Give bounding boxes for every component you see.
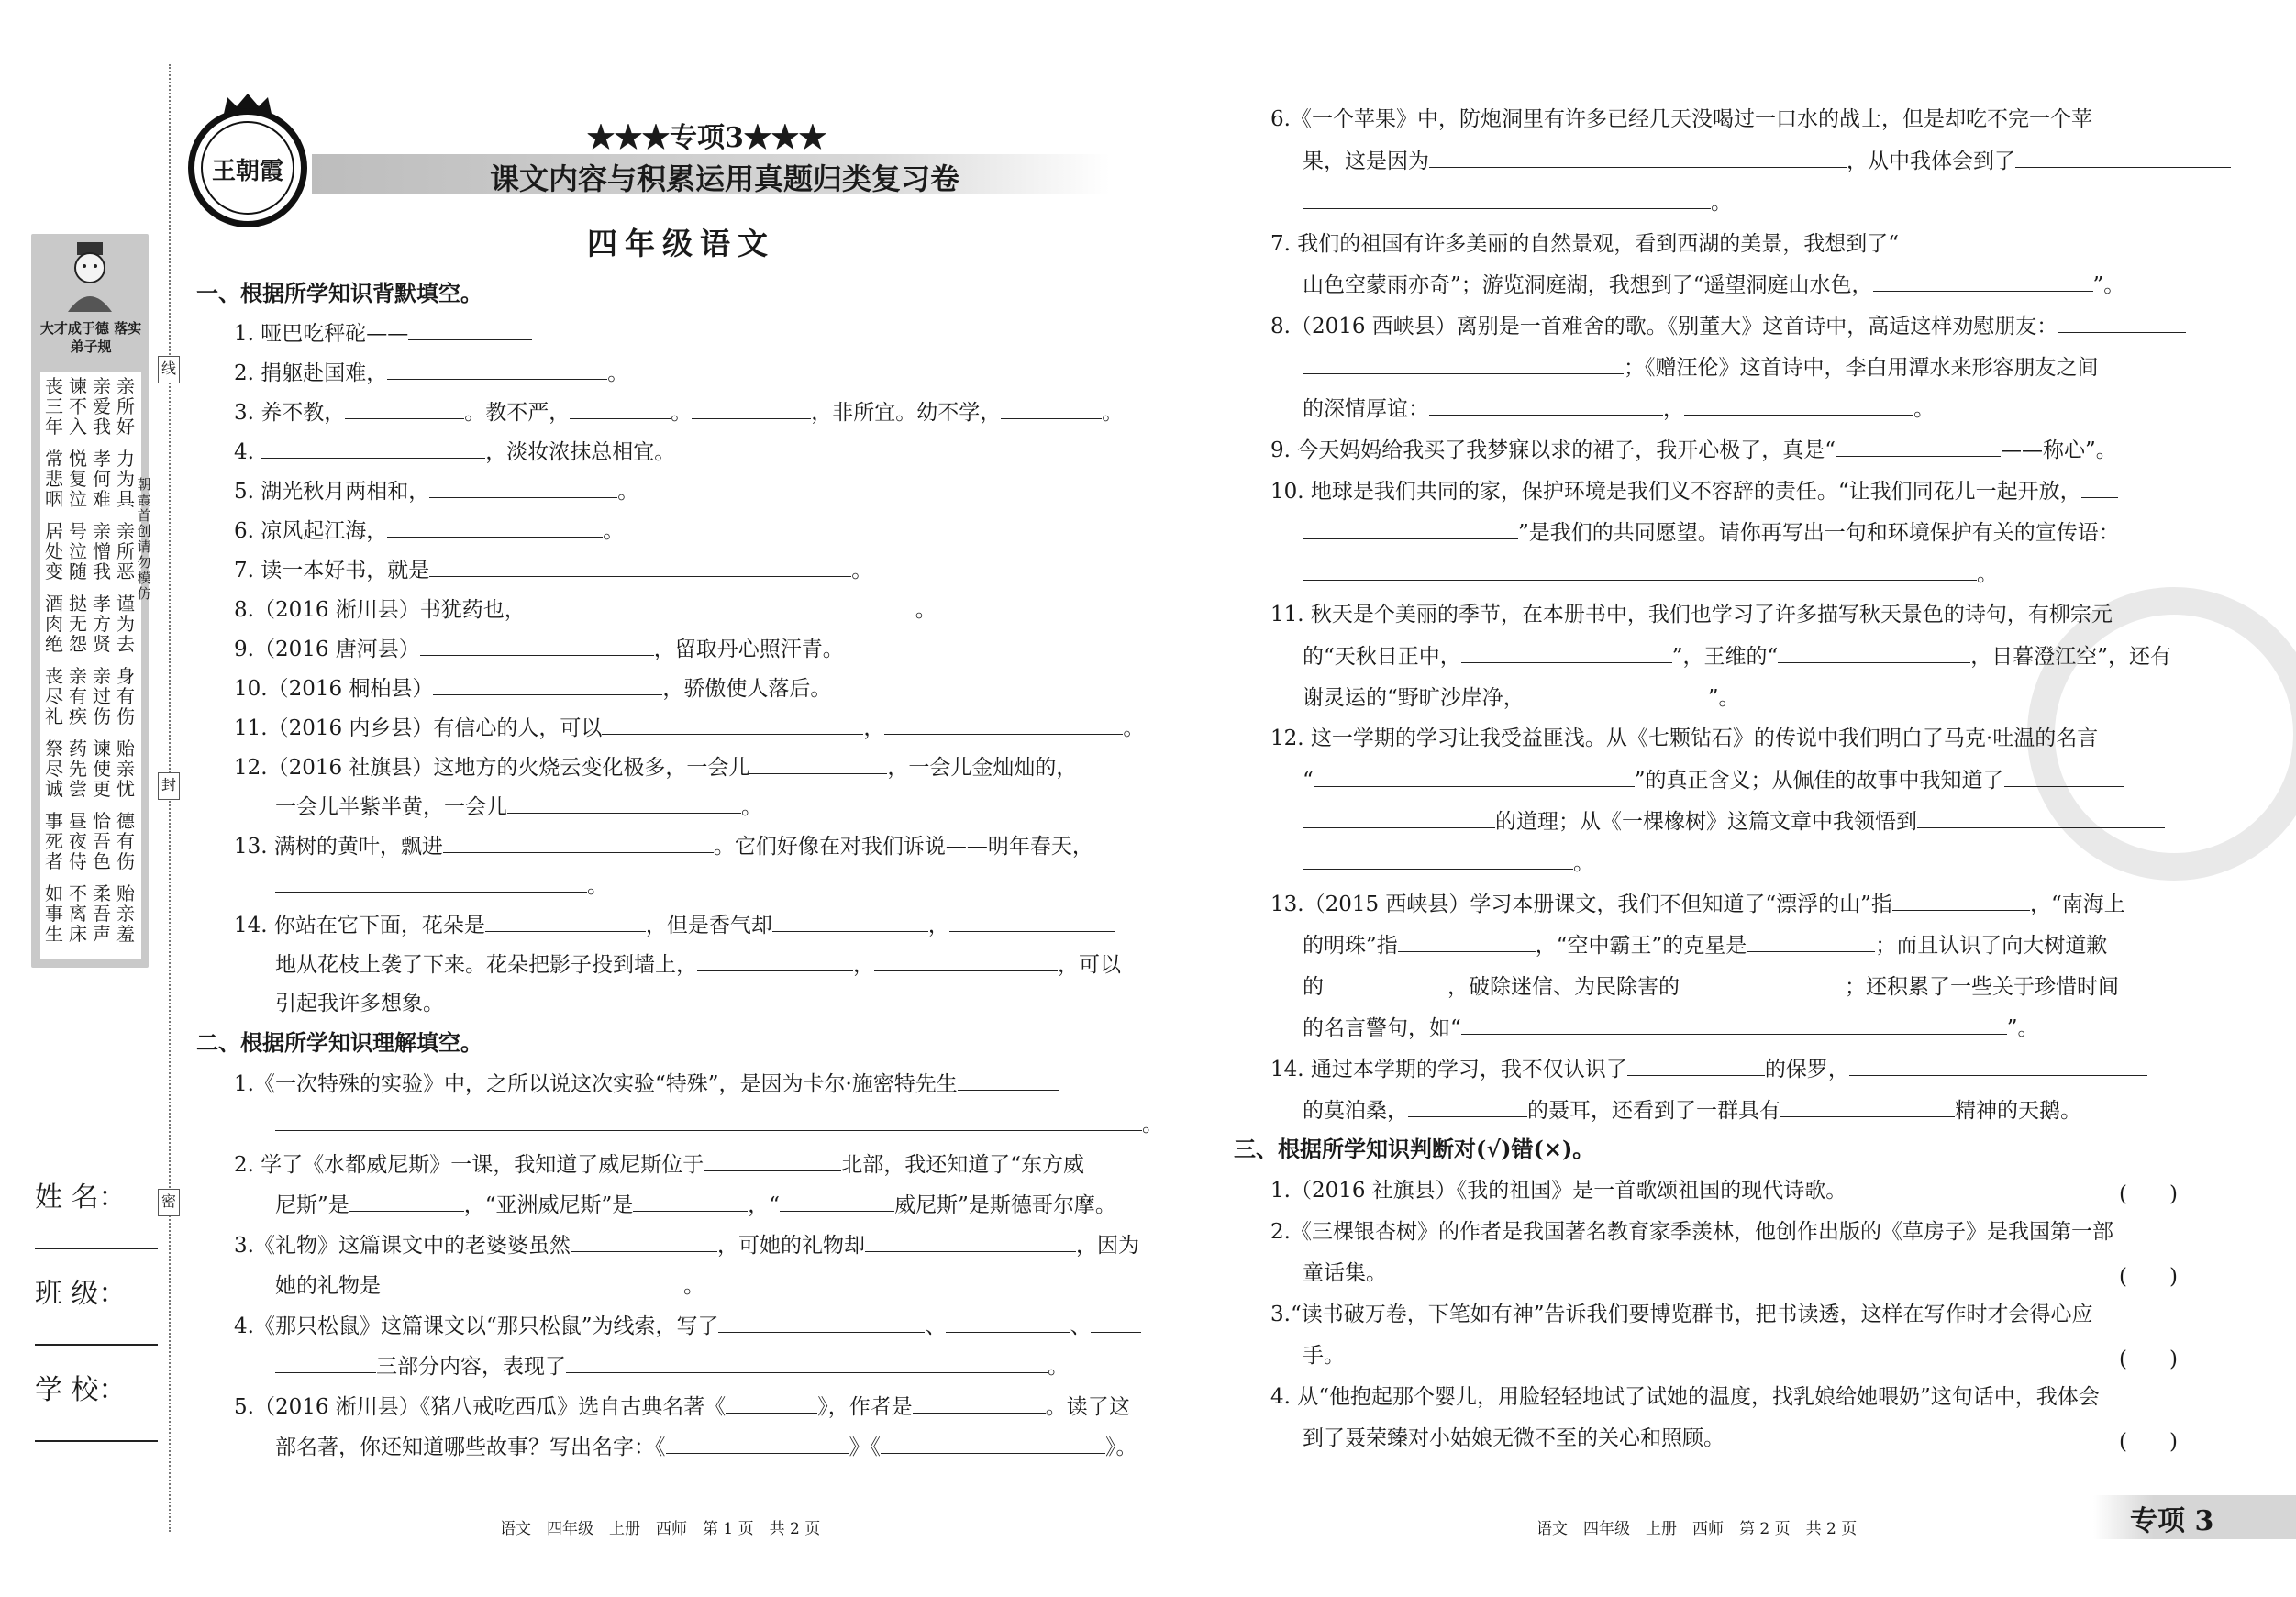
blank[interactable]: [570, 398, 671, 419]
blank[interactable]: [261, 438, 485, 459]
sidebar-verse-column: 亲所好: [116, 375, 135, 438]
blank[interactable]: [874, 950, 1058, 971]
judge-3-cont: 手。: [1303, 1344, 1345, 1368]
blank[interactable]: [433, 674, 662, 695]
blank[interactable]: [1314, 766, 1635, 787]
question-2-6: 6.《一个苹果》中，防炮洞里有许多已经几天没喝过一口水的战士，但是却吃不完一个苹: [1270, 107, 2092, 131]
sidebar-verse-column: 贻亲忧: [116, 738, 135, 800]
question-2-13: 13.（2015 西峡县）学习本册课文，我们不但知道了“漂浮的山”指 ，“南海上: [1270, 890, 2125, 918]
blank[interactable]: [2004, 766, 2124, 787]
answer-paren[interactable]: ( ): [2119, 1430, 2178, 1454]
blank[interactable]: [1303, 518, 1518, 539]
question-2-9: 9. 今天妈妈给我买了我梦寐以求的裙子，我开心极了，真是“ ——称心”。: [1270, 436, 2117, 464]
blank[interactable]: [1917, 807, 2165, 828]
question-2-14: 14. 通过本学期的学习，我不仅认识了 的保罗，: [1270, 1055, 2147, 1083]
blank[interactable]: [1892, 890, 2030, 911]
student-figure-icon: [53, 240, 127, 314]
blank[interactable]: [387, 516, 603, 538]
blank[interactable]: [1461, 642, 1672, 663]
question-2-13-mid: 的 ，破除迷信、为民除害的 ；还积累了一些关于珍惜时间: [1303, 972, 2119, 1001]
page-title: 课文内容与积累运用真题归类复习卷: [489, 161, 959, 196]
sidebar-verse-column: 谨为去: [116, 593, 135, 655]
question-2-4-cont: 三部分内容，表现了 。: [275, 1352, 1069, 1381]
blank[interactable]: [772, 911, 928, 932]
copyright-note: 朝霞首创 请勿模仿: [137, 476, 151, 602]
blank[interactable]: [1849, 1055, 2147, 1076]
question-1-12-cont: 一会儿半紫半黄，一会儿 。: [275, 793, 762, 821]
blank[interactable]: [666, 1433, 849, 1454]
sidebar-verse-column: 谏使更: [93, 738, 111, 800]
blank[interactable]: [408, 319, 532, 340]
question-1-1: 1. 哑巴吃秤砣——: [234, 319, 532, 348]
blank[interactable]: [1899, 229, 2156, 250]
sidebar-verse-column: 身有伤: [116, 665, 135, 727]
blank[interactable]: [726, 1392, 817, 1414]
question-2-5-cont: 部名著，你还知道哪些故事？写出名字：《 》《 》。: [275, 1433, 1137, 1461]
blank[interactable]: [1778, 642, 1970, 663]
section-1-title: 一、根据所学知识背默填空。: [196, 280, 482, 306]
question-2-12-mid: 的道理；从《一棵橡树》这篇文章中我领悟到: [1303, 807, 2165, 836]
question-1-7: 7. 读一本好书，就是 。: [234, 556, 872, 584]
question-2-13-cont: 的明珠”指 ，“空中霸王”的克星是 ；而且认识了向大树道歉: [1303, 931, 2107, 959]
answer-paren[interactable]: ( ): [2119, 1182, 2178, 1206]
sidebar-verse-column: 丧尽礼: [45, 665, 63, 727]
question-1-14-end: 引起我许多想象。: [275, 992, 444, 1015]
question-2-8-end: 的深情厚谊： ， 。: [1303, 394, 1935, 423]
section-2-title: 二、根据所学知识理解填空。: [196, 1029, 482, 1056]
question-2-14-cont: 的莫泊桑， 的聂耳，还看到了一群具有 精神的天鹅。: [1303, 1096, 2081, 1125]
question-1-14-cont: 地从花枝上袭了下来。花朵把影子投到墙上， ， ，可以: [275, 950, 1121, 979]
question-2-6-end: 。: [1303, 188, 1732, 216]
side-mark-seal: 封: [158, 772, 180, 800]
question-1-10: 10.（2016 桐柏县） ，骄傲使人落后。: [234, 674, 831, 703]
question-2-2-cont: 尼斯”是 ，“亚洲威尼斯”是 ，“ 威尼斯”是斯德哥尔摩。: [275, 1191, 1116, 1219]
sidebar-verse-column: 德有伤: [116, 810, 135, 872]
blank[interactable]: [275, 1110, 1142, 1131]
blank[interactable]: [692, 398, 811, 419]
judge-2-cont: 童话集。: [1303, 1261, 1387, 1285]
class-label: 班 级：: [35, 1278, 127, 1310]
sidebar-verse-column: 丧三年: [45, 375, 63, 438]
blank[interactable]: [429, 556, 851, 577]
sidebar-verse-column: 祭尽诚: [45, 738, 63, 800]
blank[interactable]: [1429, 147, 1847, 168]
blank[interactable]: [429, 477, 617, 498]
blank[interactable]: [633, 1191, 748, 1212]
blank[interactable]: [1408, 1096, 1527, 1117]
question-1-8: 8.（2016 淅川县）书犹药也， 。: [234, 595, 937, 624]
school-label: 学 校：: [35, 1374, 127, 1406]
blank[interactable]: [1627, 1055, 1765, 1076]
name-field[interactable]: [35, 1248, 158, 1249]
sidebar-verse-column: 事死者: [45, 810, 63, 872]
sidebar-verse-column: 不离床: [69, 882, 87, 945]
sidebar-verse-column: 号泣随: [69, 520, 87, 582]
question-2-1-cont: 。: [275, 1110, 1163, 1138]
question-1-6: 6. 凉风起江海， 。: [234, 516, 624, 545]
blank[interactable]: [1303, 807, 1495, 828]
name-label: 姓 名：: [35, 1181, 127, 1214]
question-2-13-end: 的名言警句，如“ ”。: [1303, 1014, 2039, 1042]
answer-paren[interactable]: ( ): [2119, 1347, 2178, 1371]
blank[interactable]: [1836, 436, 2001, 457]
blank[interactable]: [2081, 477, 2118, 498]
blank[interactable]: [571, 1231, 717, 1252]
question-2-11: 11. 秋天是个美丽的季节，在本册书中，我们也学习了许多描写秋天景色的诗句，有柳宗元: [1270, 603, 2113, 627]
answer-paren[interactable]: ( ): [2119, 1265, 2178, 1289]
sidebar-verse-column: 力为具: [116, 448, 135, 510]
question-2-10-cont: ”是我们的共同愿望。请你再写出一句和环境保护有关的宣传语：: [1303, 518, 2120, 547]
question-1-13-cont: 。: [275, 871, 608, 900]
blank[interactable]: [275, 1352, 376, 1373]
brand-logo: 王朝霞: [211, 158, 283, 185]
sidebar-verse-column: 如事生: [45, 882, 63, 945]
blank[interactable]: [2058, 312, 2186, 333]
sidebar-verse-column: 酒肉绝: [45, 593, 63, 655]
subject-heading: 四年级语文: [587, 226, 775, 261]
blank[interactable]: [913, 1392, 1046, 1414]
judge-2: 2.《三棵银杏树》的作者是我国著名教育家季羡林，他创作出版的《草房子》是我国第一部: [1270, 1220, 2113, 1244]
blank[interactable]: [2015, 147, 2231, 168]
sidebar-verse-column: 恰吾色: [93, 810, 111, 872]
sidebar-verse-column: 孝方贤: [93, 593, 111, 655]
question-1-11: 11.（2016 内乡县）有信心的人，可以 ， 。: [234, 714, 1144, 742]
blank[interactable]: [949, 911, 1115, 932]
question-2-7: 7. 我们的祖国有许多美丽的自然景观，看到西湖的美景，我想到了“: [1270, 229, 2156, 258]
blank[interactable]: [1461, 1014, 2007, 1035]
blank[interactable]: [1303, 353, 1624, 374]
section-3-title: 三、根据所学知识判断对(√)错(×)。: [1234, 1136, 1595, 1162]
question-1-13: 13. 满树的黄叶，飘进 。它们好像在对我们诉说——明年春天，: [234, 832, 1093, 860]
left-page-footer: 语文 四年级 上册 西师 第 1 页 共 2 页: [500, 1520, 821, 1538]
sidebar-verse-column: 挞无怨: [69, 593, 87, 655]
blank[interactable]: [387, 359, 607, 380]
sidebar-verse-column: 药先尝: [69, 738, 87, 800]
blank[interactable]: [884, 714, 1123, 735]
question-1-4: 4. ，淡妆浓抹总相宜。: [234, 438, 675, 466]
question-2-2: 2. 学了《水都威尼斯》一课，我知道了威尼斯位于 北部，我还知道了“东方威: [234, 1150, 1084, 1179]
blank[interactable]: [718, 1312, 925, 1333]
side-mark-secret: 密: [158, 1189, 180, 1216]
sidebar-verse-column: 孝何难: [93, 448, 111, 510]
sidebar-verse-column: 居处变: [45, 520, 63, 582]
question-2-6-cont: 果，这是因为 ，从中我体会到了: [1303, 147, 2231, 175]
blank[interactable]: [1324, 972, 1447, 993]
blank[interactable]: [485, 911, 646, 932]
blank[interactable]: [1303, 188, 1711, 209]
blank[interactable]: [1091, 1312, 1141, 1333]
question-2-8: 8.（2016 西峡县）离别是一首难舍的歌。《别董大》这首诗中，高适这样劝慰朋友：: [1270, 312, 2186, 340]
special-topic-badge-label: 专项 3: [2130, 1505, 2214, 1537]
sidebar-verse-column: 亲有疾: [69, 665, 87, 727]
blank[interactable]: [1001, 398, 1102, 419]
question-1-12: 12.（2016 社旗县）这地方的火烧云变化极多，一会儿 ，一会儿金灿灿的，: [234, 753, 1077, 782]
sidebar-verse-column: 亲所恶: [116, 520, 135, 582]
question-2-4: 4.《那只松鼠》这篇课文以“那只松鼠”为线索，写了 、 、: [234, 1312, 1141, 1340]
blank[interactable]: [1873, 271, 2093, 292]
question-2-3-cont: 她的礼物是 。: [275, 1271, 704, 1300]
blank[interactable]: [946, 1312, 1070, 1333]
sidebar-verse-column: 悦复泣: [69, 448, 87, 510]
sidebar-verse-column: 常悲咽: [45, 448, 63, 510]
blank[interactable]: [749, 753, 887, 774]
sidebar-motto: 大才成于德 落实弟子规: [39, 320, 142, 355]
school-field[interactable]: [35, 1440, 158, 1442]
blank[interactable]: [1680, 972, 1845, 993]
blank[interactable]: [865, 1231, 1076, 1252]
question-2-1: 1.《一次特殊的实验》中，之所以说这次实验“特殊”，是因为卡尔·施密特先生: [234, 1070, 1059, 1098]
blank[interactable]: [443, 832, 714, 853]
sidebar-verse-column: 柔吾声: [93, 882, 111, 945]
blank[interactable]: [1429, 394, 1663, 416]
blank[interactable]: [275, 871, 587, 893]
sidebar-verse-column: 昼夜侍: [69, 810, 87, 872]
question-2-11-end: 谢灵运的“野旷沙岸净， ”。: [1303, 683, 1740, 712]
judge-3: 3.“读书破万卷，下笔如有神”告诉我们要博览群书，把书读透，这样在写作时才会得心应: [1270, 1303, 2093, 1326]
blank[interactable]: [881, 1433, 1105, 1454]
question-2-10-end: 。: [1303, 560, 1998, 588]
question-1-5: 5. 湖光秋月两相和， 。: [234, 477, 638, 505]
judge-4: 4. 从“他抱起那个婴儿，用脸轻轻地试了试她的温度，找乳娘给她喂奶”这句话中，我体会: [1270, 1385, 2100, 1409]
judge-1: 1.（2016 社旗县）《我的祖国》是一首歌颂祖国的现代诗歌。: [1270, 1179, 1847, 1203]
question-2-5: 5.（2016 淅川县）《猪八戒吃西瓜》选自古典名著《 》，作者是 。读了这: [234, 1392, 1130, 1421]
question-2-10: 10. 地球是我们共同的家，保护环境是我们义不容辞的责任。“让我们同花儿一起开放，: [1270, 477, 2118, 505]
blank[interactable]: [1747, 931, 1875, 952]
blank[interactable]: [1303, 848, 1573, 870]
question-2-12-end: 。: [1303, 848, 1594, 877]
blank[interactable]: [697, 950, 853, 971]
class-field[interactable]: [35, 1344, 158, 1346]
side-mark-line: 线: [158, 356, 180, 383]
blank[interactable]: [1398, 931, 1536, 952]
blank[interactable]: [381, 1271, 683, 1292]
question-2-12: 12. 这一学期的学习让我受益匪浅。从《七颗钻石》的传说中我们明白了马克·吐温的名言: [1270, 726, 2099, 750]
question-1-9: 9.（2016 唐河县） ，留取丹心照汗青。: [234, 635, 844, 663]
question-2-3: 3.《礼物》这篇课文中的老婆婆虽然 ，可她的礼物却 ，因为: [234, 1231, 1139, 1259]
sidebar-verse-column: 亲憎我: [93, 520, 111, 582]
sidebar-verse-column: 谏不入: [69, 375, 87, 438]
question-1-2: 2. 捐躯赴国难， 。: [234, 359, 628, 387]
sidebar-verse-column: 亲爱我: [93, 375, 111, 438]
question-1-14: 14. 你站在它下面，花朵是 ，但是香气却 ，: [234, 911, 1115, 939]
blank[interactable]: [349, 1191, 464, 1212]
right-page-footer: 语文 四年级 上册 西师 第 2 页 共 2 页: [1536, 1520, 1858, 1538]
blank[interactable]: [345, 398, 464, 419]
blank[interactable]: [507, 793, 741, 814]
blank[interactable]: [526, 595, 915, 616]
blank[interactable]: [1780, 1096, 1955, 1117]
question-1-3: 3. 养不教， 。教不严， 。 ，非所宜。幼不学， 。: [234, 398, 1123, 427]
sidebar-verse-column: 贻亲羞: [116, 882, 135, 945]
blank[interactable]: [704, 1150, 841, 1171]
judge-4-cont: 到了聂荣臻对小姑娘无微不至的关心和照顾。: [1303, 1426, 1725, 1450]
special-topic-label: ★★★专项3★★★: [587, 122, 826, 154]
blank[interactable]: [602, 714, 863, 735]
blank[interactable]: [1525, 683, 1708, 704]
blank[interactable]: [420, 635, 654, 656]
blank[interactable]: [958, 1070, 1059, 1091]
question-2-11-cont: 的“天秋日正中， ”，王维的“ ，日暮澄江空”，还有: [1303, 642, 2171, 671]
blank[interactable]: [1303, 560, 1977, 581]
question-2-8-cont: ；《赠汪伦》这首诗中，李白用潭水来形容朋友之间: [1303, 353, 2099, 382]
blank[interactable]: [1684, 394, 1913, 416]
blank[interactable]: [780, 1191, 894, 1212]
sidebar-verse-column: 亲过伤: [93, 665, 111, 727]
question-2-7-cont: 山色空蒙雨亦奇”；游览洞庭湖，我想到了“遥望洞庭山水色， ”。: [1303, 271, 2124, 299]
blank[interactable]: [566, 1352, 1048, 1373]
question-2-12-cont: “ ”的真正含义；从佩佳的故事中我知道了: [1303, 766, 2124, 794]
